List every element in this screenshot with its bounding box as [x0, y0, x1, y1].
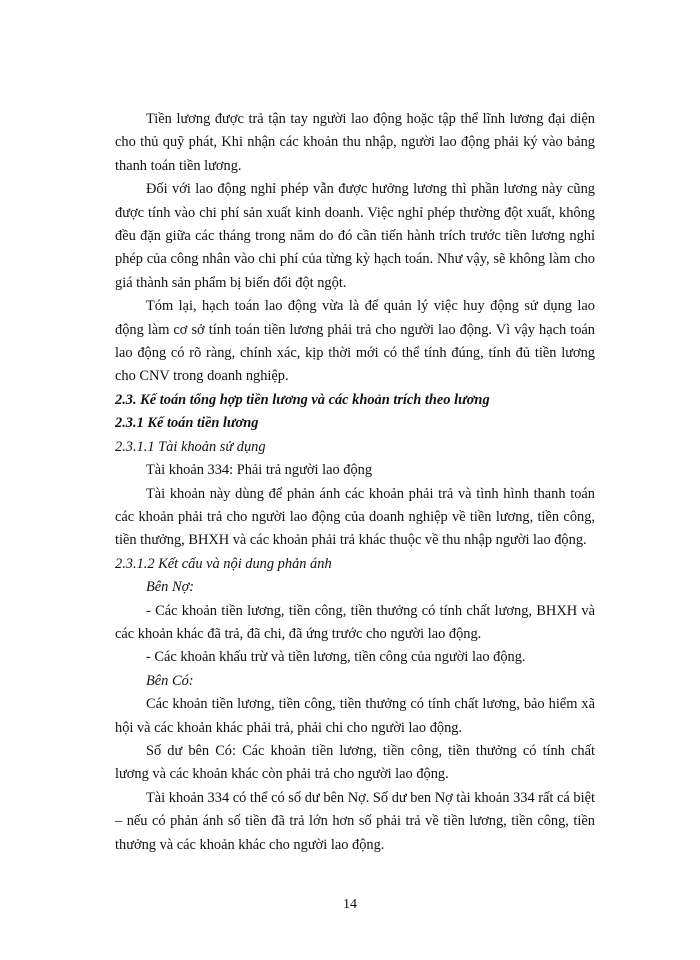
debit-item-2: - Các khoản khấu trừ và tiền lương, tiền công của người lao động.	[146, 649, 526, 666]
account-title: Tài khoản 334: Phải trả người lao động	[146, 462, 373, 479]
debit-label: Bên Nợ:	[146, 579, 195, 596]
debit-item-1: - Các khoản tiền lương, tiền công, tiền thưởng có tính chất lương, BHXH và các khoản khác đã trả, đã chi, đã ứng trước cho người lao động.	[115, 602, 595, 642]
paragraph-summary: Tóm lại, hạch toán lao động vừa là để quản lý việc huy động sử dụng lao động làm cơ sở tính toán tiền lương phải trả cho người lao động. Vì vậy hạch toán lao động có rõ ràng, chính xác, kịp thời mới có thể tính đúng, tính đủ tiền lương cho CNV trong doanh nghiệp.	[115, 298, 595, 385]
credit-item-1: Các khoản tiền lương, tiền công, tiền thưởng có tính chất lương, bảo hiểm xã hội và các khoản khác phải trả, phải chi cho người lao động.	[115, 696, 595, 736]
page-number: 14	[343, 897, 357, 912]
credit-balance: Số dư bên Có: Các khoản tiền lương, tiền công, tiền thưởng có tính chất lương và các khoản khác còn phải trả cho người lao động.	[115, 742, 595, 783]
paragraph-salary-payment: Tiền lương được trả tận tay người lao động hoặc tập thể lĩnh lương đại diện cho thủ quỹ phát, Khi nhận các khoản thu nhập, người lao động phải ký vào bảng thanh toán tiền lương.	[115, 111, 595, 174]
heading-2-3-1-2: 2.3.1.2 Kết cấu và nội dung phản ánh	[115, 555, 332, 572]
account-description: Tài khoản này dùng để phản ánh các khoản phải trả và tình hình thanh toán các khoản phải trả cho người lao động của doanh nghiệp về tiền lương, tiền công, tiền thưởng, BHXH và các khoản phải trả khác thuộc về thu nhập người lao động.	[115, 485, 595, 549]
heading-2-3-1-1: 2.3.1.1 Tài khoản sử dụng	[115, 438, 266, 455]
heading-2-3-1: 2.3.1 Kế toán tiền lương	[115, 415, 259, 432]
paragraph-leave-pay: Đối với lao động nghỉ phép vẫn được hưởng lương thì phần lương này cũng được tính vào chi phí sản xuất kinh doanh. Việc nghỉ phép thường đột xuất, không đều đặn giữa các tháng trong năm do đó cần tiến hành trích trước tiền lương nghỉ phép của công nhân vào chi phí của từng kỳ hạch toán. Như vậy, sẽ không làm cho giá thành sản phẩm bị biến đổi đột ngột.	[115, 181, 595, 291]
document-body	[115, 108, 595, 857]
heading-2-3: 2.3. Kế toán tổng hợp tiền lương và các khoản trích theo lương	[115, 391, 490, 408]
debit-balance-note: Tài khoản 334 có thể có số dư bên Nợ. Số dư ben Nợ tài khoản 334 rất cá biệt – nếu có phản ánh số tiền đã trả lớn hơn số phải trả về tiền lương, tiền công, tiền thưởng và các khoản khác cho người lao động.	[115, 789, 595, 853]
credit-label: Bên Có:	[146, 672, 194, 689]
